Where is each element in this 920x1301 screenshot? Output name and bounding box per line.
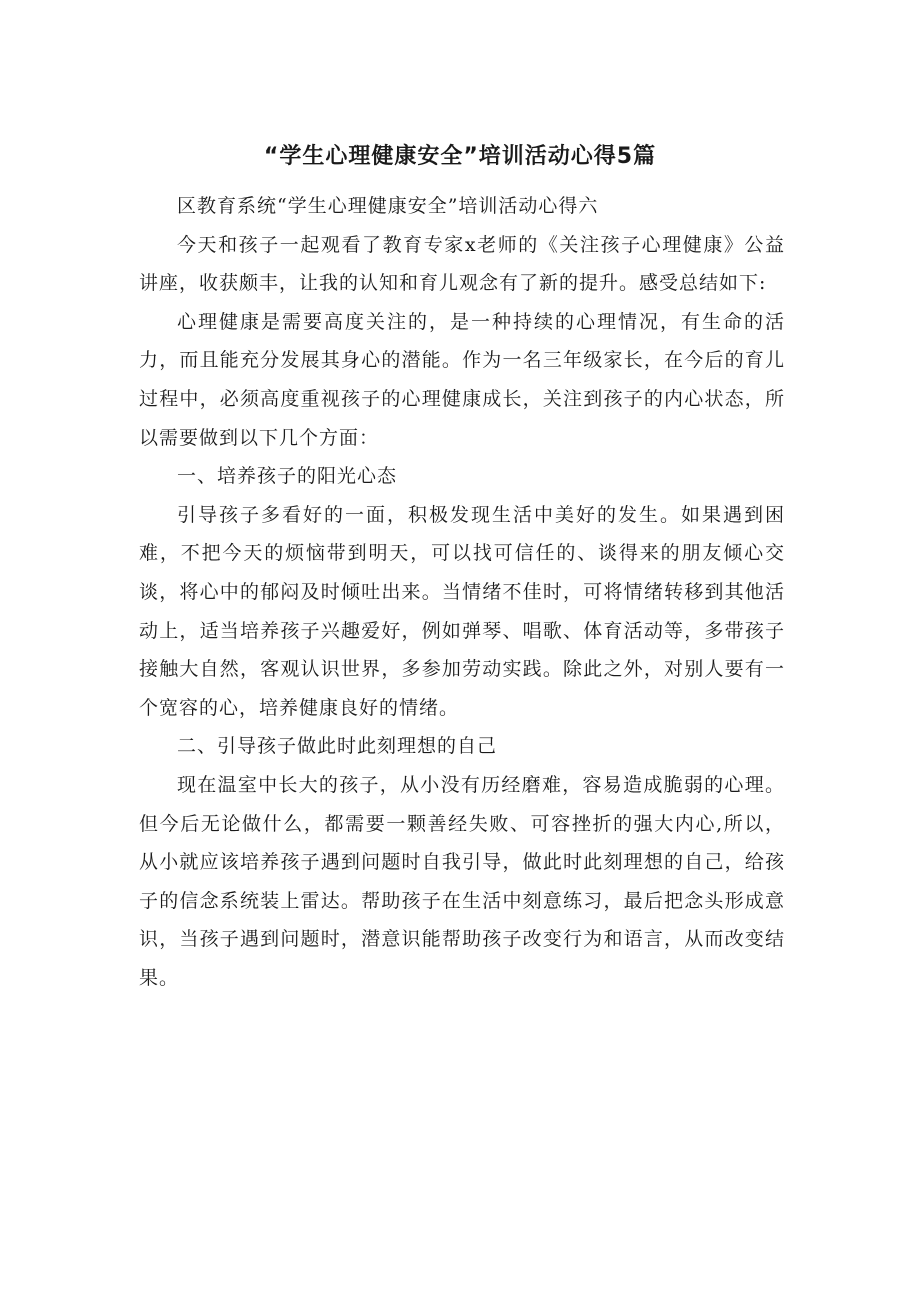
document-body — [139, 187, 785, 997]
paragraph-section-2: 现在温室中长大的孩子，从小没有历经磨难，容易造成脆弱的心理。但今后无论做什么，都需要一颗善经失败、可容挫折的强大内心,所以，从小就应该培养孩子遇到问题时自我引导，做此时此刻理想的自己，给孩子的信念系统装上雷达。帮助孩子在生活中刻意练习，最后把念头形成意识，当孩子遇到问题时，潜意识能帮助孩子改变行为和语言，从而改变结果。 — [139, 773, 785, 989]
paragraph-intro: 今天和孩子一起观看了教育专家x老师的《关注孩子心理健康》公益讲座，收获颇丰，让我的认知和育儿观念有了新的提升。感受总结如下: — [139, 233, 785, 295]
paragraph-overview: 心理健康是需要高度关注的，是一种持续的心理情况，有生命的活力，而且能充分发展其身心的潜能。作为一名三年级家长，在今后的育儿过程中，必须高度重视孩子的心理健康成长，关注到孩子的内心状态，所以需要做到以下几个方面： — [139, 310, 785, 449]
paragraph-section-1: 引导孩子多看好的一面，积极发现生活中美好的发生。如果遇到困难，不把今天的烦恼带到明天，可以找可信任的、谈得来的朋友倾心交谈，将心中的郁闷及时倾吐出来。当情绪不佳时，可将情绪转移到其他活动上，适当培养孩子兴趣爱好，例如弹琴、唱歌、体育活动等，多带孩子接触大自然，客观认识世界，多参加劳动实践。除此之外，对别人要有一个宽容的心，培养健康良好的情绪。 — [139, 503, 785, 719]
document-title: “学生心理健康安全”培训活动心得5篇 — [263, 144, 657, 169]
paragraph-subtitle: 区教育系统“学生心理健康安全”培训活动心得六 — [177, 195, 599, 217]
section-heading-1: 一、培养孩子的阳光心态 — [177, 465, 398, 488]
section-heading-2: 二、引导孩子做此时此刻理想的自己 — [177, 735, 498, 758]
